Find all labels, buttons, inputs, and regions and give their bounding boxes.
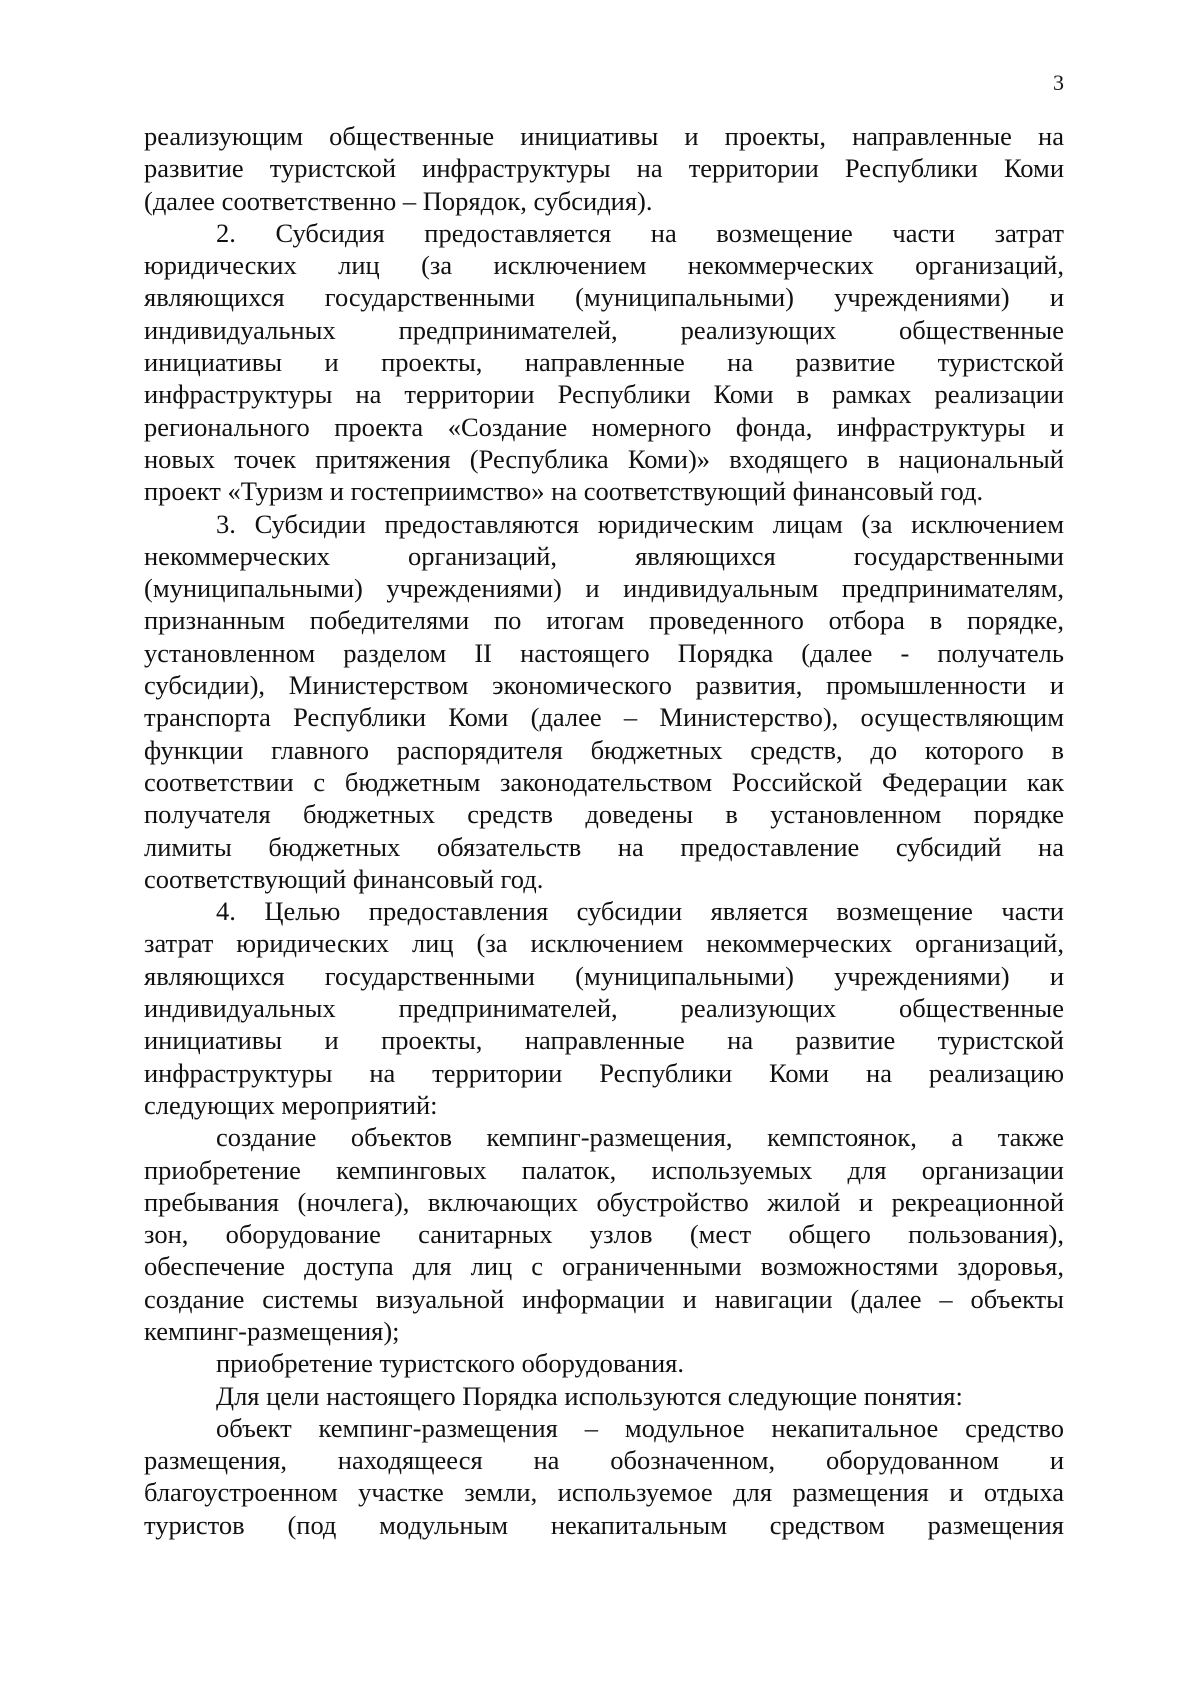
text-line: функции главного распорядителя бюджетных средств, до которого в	[144, 734, 1064, 765]
text-line: создание объектов кемпинг-размещения, кемпстоянок, а также	[216, 1122, 1064, 1153]
paragraph	[144, 1380, 1064, 1412]
paragraph	[144, 1121, 1064, 1347]
paragraph	[144, 508, 1064, 896]
document-body	[144, 120, 1064, 1541]
text-line: туристов (под модульным некапитальным средством размещения	[144, 1509, 1064, 1540]
text-line: некоммерческих организаций, являющихся государственными	[144, 540, 1064, 571]
paragraph	[144, 120, 1064, 217]
paragraph	[144, 1347, 1064, 1379]
text-line: развитие туристской инфраструктуры на территории Республики Коми	[144, 153, 1064, 184]
text-line: регионального проекта «Создание номерного фонда, инфраструктуры и	[144, 411, 1064, 442]
text-line: индивидуальных предпринимателей, реализующих общественные	[144, 993, 1064, 1024]
text-line: инициативы и проекты, направленные на развитие туристской	[144, 1025, 1064, 1056]
text-line: Для цели настоящего Порядка используются следующие понятия:	[216, 1380, 963, 1411]
text-line: инфраструктуры на территории Республики Коми в рамках реализации	[144, 379, 1064, 410]
text-line: юридических лиц (за исключением некоммерческих организаций,	[144, 250, 1064, 281]
text-line: приобретение кемпинговых палаток, используемых для организации	[144, 1154, 1064, 1185]
text-line: 2. Субсидия предоставляется на возмещение части затрат	[216, 217, 1064, 248]
text-line: проект «Туризм и гостеприимство» на соответствующий финансовый год.	[144, 476, 984, 507]
text-line: новых точек притяжения (Республика Коми)» входящего в национальный	[144, 443, 1064, 474]
paragraph	[144, 895, 1064, 1121]
text-line: размещения, находящееся на обозначенном, оборудованном и	[144, 1445, 1064, 1476]
text-line: 3. Субсидии предоставляются юридическим лицам (за исключением	[216, 508, 1064, 539]
paragraph	[144, 217, 1064, 508]
text-line: инициативы и проекты, направленные на развитие туристской	[144, 347, 1064, 378]
page-number: 3	[1053, 70, 1064, 95]
text-line: приобретение туристского оборудования.	[216, 1348, 684, 1379]
text-line: создание системы визуальной информации и навигации (далее – объекты	[144, 1283, 1064, 1314]
text-line: соответствующий финансовый год.	[144, 863, 544, 894]
text-line: объект кемпинг-размещения – модульное некапитальное средство	[216, 1412, 1064, 1443]
text-line: кемпинг-размещения);	[144, 1315, 400, 1346]
text-line: (далее соответственно – Порядок, субсидия).	[144, 185, 653, 216]
text-line: следующих мероприятий:	[144, 1089, 438, 1120]
text-line: 4. Целью предоставления субсидии является возмещение части	[216, 896, 1064, 927]
text-line: признанным победителями по итогам проведенного отбора в порядке,	[144, 605, 1064, 636]
text-line: получателя бюджетных средств доведены в установленном порядке	[144, 799, 1064, 830]
text-line: инфраструктуры на территории Республики Коми на реализацию	[144, 1057, 1064, 1088]
text-line: затрат юридических лиц (за исключением некоммерческих организаций,	[144, 928, 1064, 959]
text-line: являющихся государственными (муниципальными) учреждениями) и	[144, 960, 1064, 991]
text-line: обеспечение доступа для лиц с ограниченными возможностями здоровья,	[144, 1251, 1064, 1282]
text-line: соответствии с бюджетным законодательством Российской Федерации как	[144, 766, 1064, 797]
text-line: благоустроенном участке земли, используемое для размещения и отдыха	[144, 1477, 1064, 1508]
text-line: реализующим общественные инициативы и проекты, направленные на	[144, 121, 1064, 151]
text-line: зон, оборудование санитарных узлов (мест общего пользования),	[144, 1219, 1064, 1250]
paragraph	[144, 1412, 1064, 1541]
text-line: индивидуальных предпринимателей, реализующих общественные	[144, 314, 1064, 345]
text-line: пребывания (ночлега), включающих обустройство жилой и рекреационной	[144, 1186, 1064, 1217]
text-line: являющихся государственными (муниципальными) учреждениями) и	[144, 282, 1064, 313]
text-line: (муниципальными) учреждениями) и индивидуальным предпринимателям,	[144, 573, 1064, 604]
text-line: лимиты бюджетных обязательств на предоставление субсидий на	[144, 831, 1064, 862]
text-line: транспорта Республики Коми (далее – Министерство), осуществляющим	[144, 702, 1064, 733]
text-line: субсидии), Министерством экономического развития, промышленности и	[144, 670, 1064, 701]
text-line: установленном разделом II настоящего Порядка (далее - получатель	[144, 637, 1064, 668]
